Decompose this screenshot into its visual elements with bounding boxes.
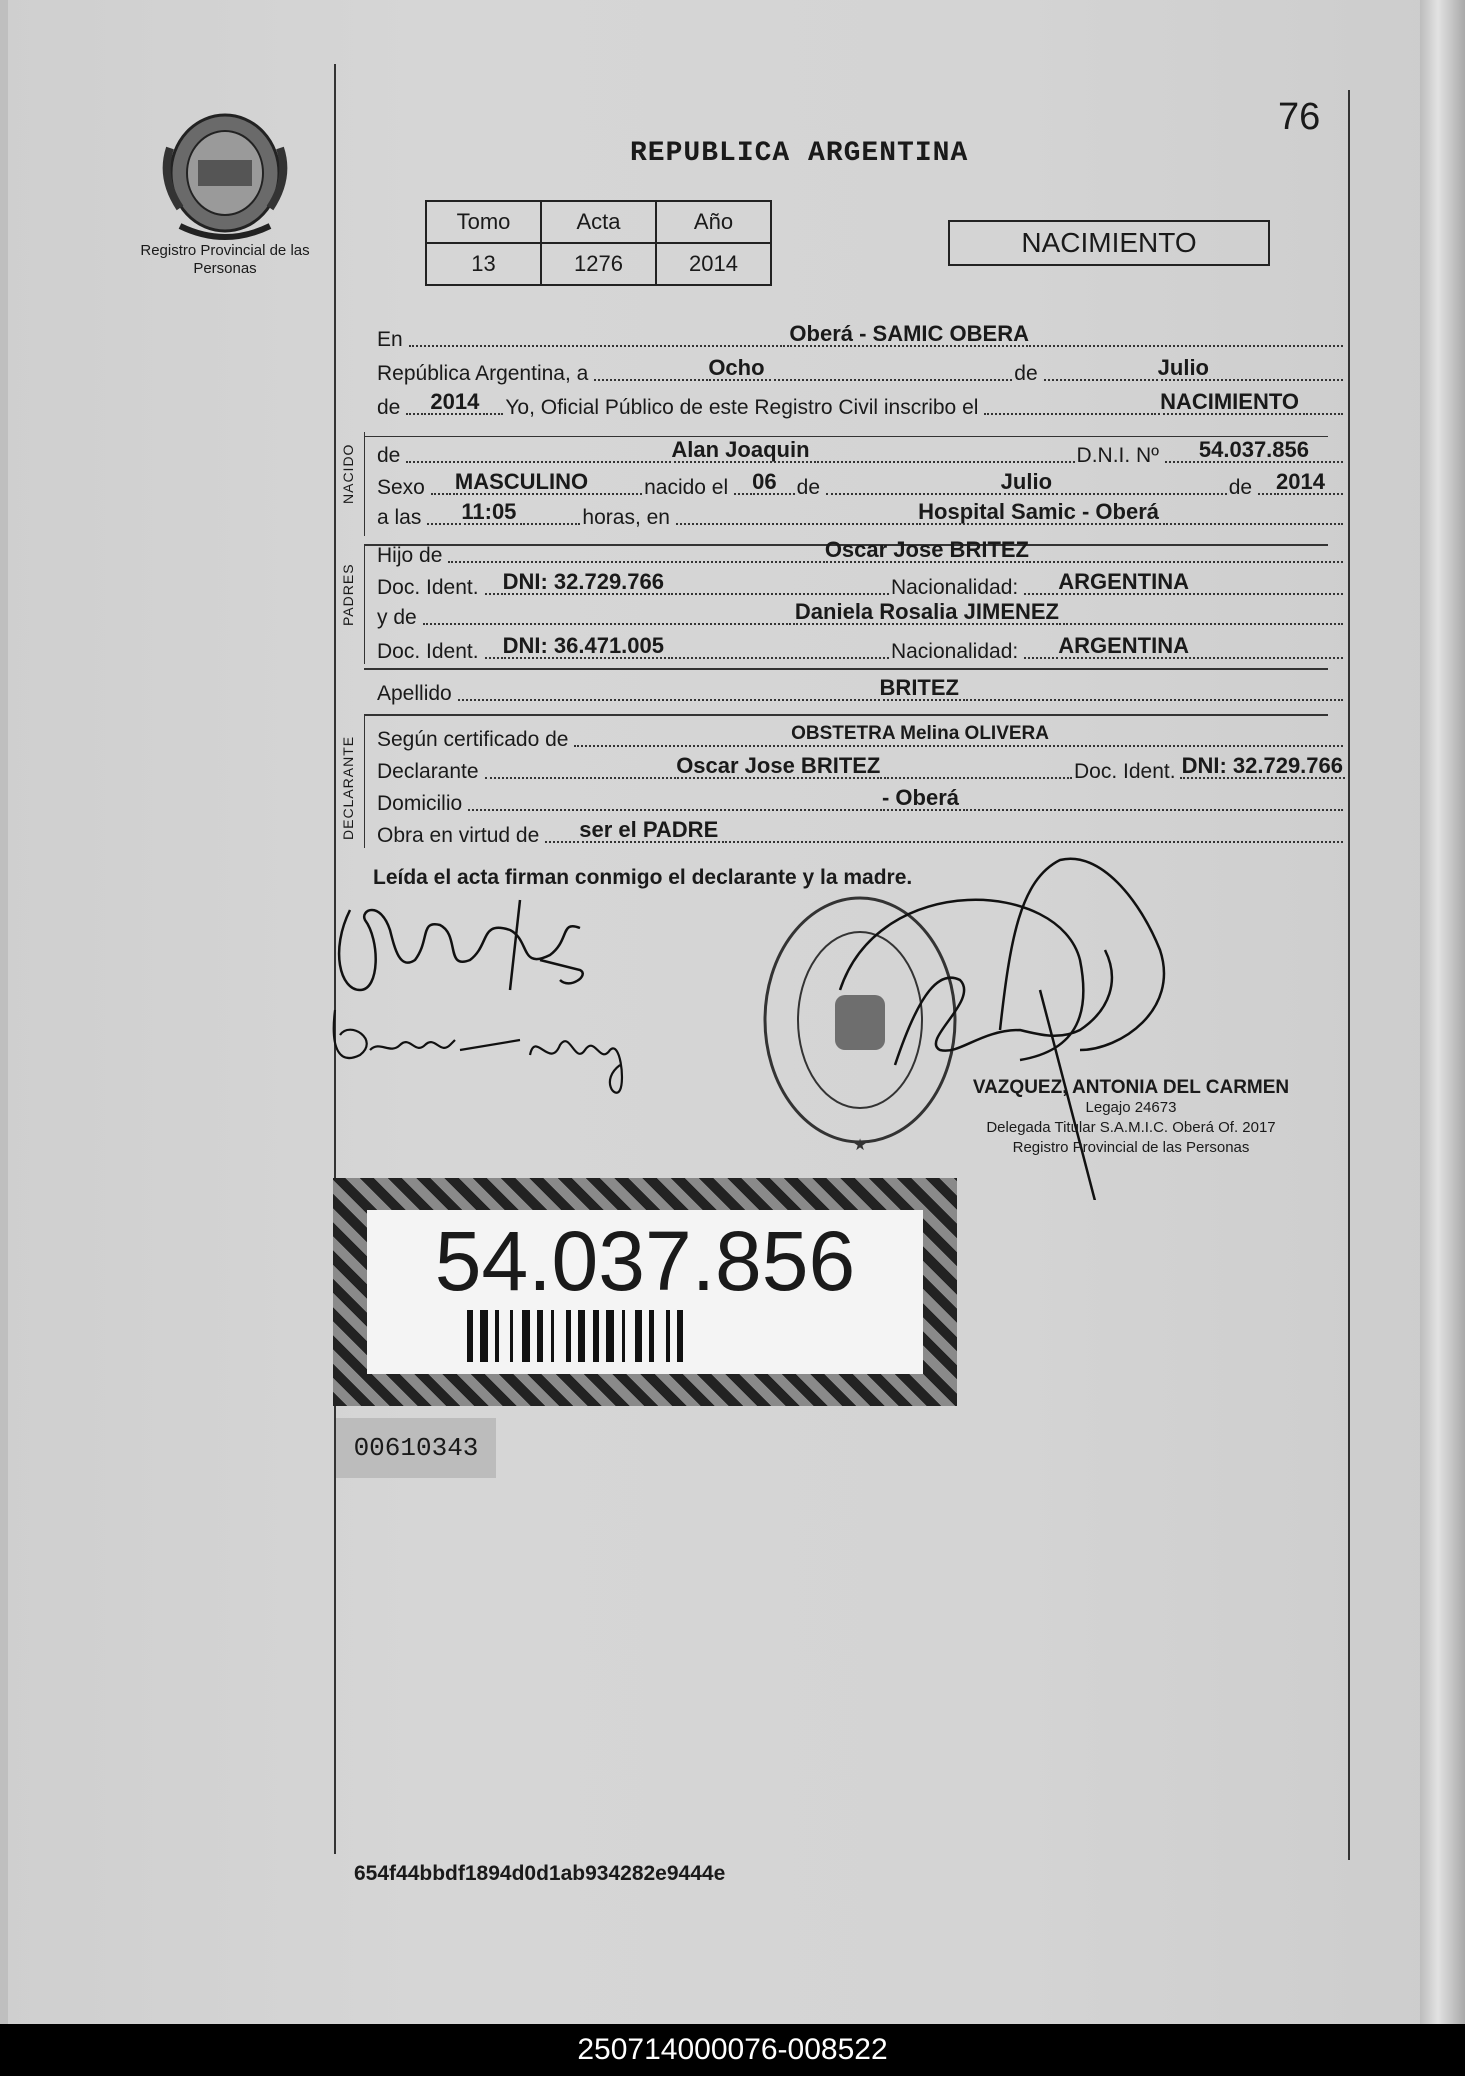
line-en	[377, 322, 1345, 352]
value-certificado: OBSTETRA Melina OLIVERA	[789, 723, 1051, 747]
label-doc-ident: Doc. Ident.	[1074, 760, 1176, 783]
label-hijo-de: Hijo de	[377, 544, 443, 567]
ref-value-tomo: 13	[426, 243, 541, 285]
dots	[963, 809, 1343, 811]
dots	[485, 777, 673, 779]
line-nacido-name	[377, 438, 1345, 468]
line-domicilio	[377, 786, 1345, 816]
dots	[1303, 413, 1343, 415]
line-republica	[377, 356, 1345, 386]
dots	[485, 657, 499, 659]
dots	[448, 561, 820, 563]
dots	[1044, 379, 1154, 381]
seal-caption: Registro Provincial de las Personas	[140, 242, 310, 277]
line-nacido-sexo	[377, 470, 1345, 500]
dots	[668, 593, 889, 595]
value-birth-hour: 11:05	[461, 499, 517, 524]
dots	[781, 493, 795, 495]
officer-org: Registro Provincial de las Personas	[1012, 1139, 1250, 1156]
right-frame-line	[1348, 90, 1350, 1860]
document-title: REPUBLICA ARGENTINA	[630, 138, 969, 169]
mother-signature-icon	[334, 1010, 622, 1093]
label-obra: Obra en virtud de	[377, 824, 540, 847]
value-birth-day: 06	[752, 469, 777, 494]
value-year: 2014	[430, 389, 480, 414]
dots	[1024, 593, 1054, 595]
label-nacido-de: de	[377, 444, 401, 467]
officer-stamp-text	[966, 1078, 1296, 1158]
label-doc-ident: Doc. Ident.	[377, 640, 479, 663]
dots	[1056, 493, 1227, 495]
label-de: de	[1014, 362, 1038, 385]
dots	[431, 493, 451, 495]
dots	[1063, 623, 1343, 625]
line-oficial	[377, 390, 1345, 420]
label-oficial: Yo, Oficial Público de este Registro Civil inscribo el	[505, 396, 979, 419]
dots	[574, 745, 787, 747]
line-apellido	[377, 676, 1345, 706]
dots	[1313, 461, 1343, 463]
label-sexo: Sexo	[377, 476, 425, 499]
father-signature-icon	[339, 900, 583, 990]
label-declarante: Declarante	[377, 760, 479, 783]
value-father-nat: ARGENTINA	[1058, 569, 1189, 594]
dots	[409, 345, 786, 347]
value-month: Julio	[1157, 355, 1209, 380]
dots	[1213, 379, 1343, 381]
padres-section-line	[364, 544, 365, 664]
value-sexo: MASCULINO	[454, 469, 589, 494]
label-de-month: de	[796, 476, 820, 499]
dots	[668, 657, 889, 659]
label-doc-ident: Doc. Ident.	[377, 576, 479, 599]
dots	[826, 493, 997, 495]
dots	[1329, 493, 1343, 495]
dots	[520, 523, 580, 525]
label-alas: a las	[377, 506, 422, 529]
dots	[814, 461, 1075, 463]
dots	[406, 461, 667, 463]
sheet-right-edge	[1420, 0, 1465, 2024]
dots	[594, 379, 704, 381]
ref-header-ano: Año	[656, 201, 771, 243]
value-child-name: Alan Joaquin	[671, 437, 810, 462]
document-type-box: NACIMIENTO	[948, 220, 1270, 266]
label-en: En	[377, 328, 403, 351]
dots	[1193, 657, 1343, 659]
label-apellido: Apellido	[377, 682, 452, 705]
dots	[427, 523, 457, 525]
dots	[1053, 745, 1343, 747]
dots	[423, 623, 791, 625]
dots	[592, 493, 642, 495]
dots	[884, 777, 1072, 779]
dots	[963, 699, 1343, 701]
footer-document-id: 250714000076-008522	[0, 2024, 1465, 2076]
dots	[734, 493, 748, 495]
dots	[1165, 461, 1195, 463]
value-mother: Daniela Rosalia JIMENEZ	[794, 599, 1059, 624]
label-dni: D.N.I. Nº	[1076, 444, 1159, 467]
ref-header-tomo: Tomo	[426, 201, 541, 243]
line-declarante	[377, 754, 1345, 784]
dots	[1258, 493, 1272, 495]
dots	[1024, 657, 1054, 659]
label-de-year2: de	[1228, 476, 1253, 499]
dots	[468, 809, 878, 811]
divider	[364, 436, 1328, 437]
svg-text:★: ★	[852, 1135, 868, 1154]
dots	[1193, 593, 1343, 595]
dots	[458, 699, 876, 701]
dots	[485, 593, 499, 595]
divider	[364, 668, 1328, 670]
provincial-seal-icon	[160, 108, 290, 248]
dots	[1033, 561, 1343, 563]
value-obra: ser el PADRE	[579, 817, 719, 842]
barcode-inner	[367, 1210, 923, 1374]
barcode-number: 54.037.856	[434, 1214, 856, 1308]
declarante-section-line	[364, 716, 365, 848]
line-nacido-hora	[377, 500, 1345, 530]
value-father-doc: DNI: 32.729.766	[502, 569, 664, 594]
value-mother-nat: ARGENTINA	[1058, 633, 1189, 658]
label-y-de: y de	[377, 606, 417, 629]
officer-role: Delegada Titular S.A.M.I.C. Oberá Of. 2017	[986, 1119, 1276, 1136]
line-certificado	[377, 722, 1345, 752]
ref-value-ano: 2014	[656, 243, 771, 285]
value-birth-year: 2014	[1276, 469, 1325, 494]
ref-header-acta: Acta	[541, 201, 656, 243]
value-apellido: BRITEZ	[879, 675, 959, 700]
section-label-declarante: DECLARANTE	[340, 735, 356, 840]
dots	[483, 413, 503, 415]
line-hijo-de	[377, 538, 1345, 568]
value-father: Oscar Jose BRITEZ	[824, 537, 1029, 562]
section-label-padres: PADRES	[340, 563, 356, 626]
value-birth-month: Julio	[1000, 469, 1053, 494]
value-inscribo: NACIMIENTO	[1160, 389, 1299, 414]
dots	[984, 413, 1156, 415]
sheet-left-edge	[0, 0, 8, 2024]
barcode-icon	[467, 1310, 823, 1362]
dots	[406, 413, 426, 415]
value-en: Oberá - SAMIC OBERA	[789, 321, 1029, 346]
label-nacionalidad: Nacionalidad:	[890, 576, 1019, 599]
label-horas-en: horas, en	[582, 506, 670, 529]
dots	[769, 379, 1013, 381]
label-de-year: de	[377, 396, 401, 419]
reference-table	[425, 200, 772, 286]
document-hash: 654f44bbdf1894d0d1ab934282e9444e	[354, 1862, 726, 1885]
label-certificado: Según certificado de	[377, 728, 569, 751]
label-domicilio: Domicilio	[377, 792, 463, 815]
value-declarante-doc: DNI: 32.729.766	[1181, 753, 1343, 778]
label-republica: República Argentina, a	[377, 362, 589, 385]
value-day: Ocho	[708, 355, 765, 380]
nacido-section-line	[364, 432, 365, 536]
divider	[364, 714, 1328, 716]
line-father-doc	[377, 570, 1345, 600]
dots	[676, 523, 914, 525]
ref-value-acta: 1276	[541, 243, 656, 285]
value-child-dni: 54.037.856	[1198, 437, 1309, 462]
reference-code: 00610343	[336, 1418, 496, 1478]
dni-barcode-label	[333, 1178, 957, 1406]
label-nacido-el: nacido el	[644, 476, 729, 499]
value-declarante: Oscar Jose BRITEZ	[676, 753, 881, 778]
page-number: 76	[1278, 96, 1321, 138]
officer-name: VAZQUEZ, ANTONIA DEL CARMEN	[972, 1077, 1290, 1098]
dots	[1033, 345, 1343, 347]
value-domicilio: - Oberá	[881, 785, 959, 810]
line-y-de	[377, 600, 1345, 630]
section-label-nacido: NACIDO	[340, 443, 356, 504]
official-stamp-icon	[765, 898, 955, 1154]
line-mother-doc	[377, 634, 1345, 664]
value-mother-doc: DNI: 36.471.005	[502, 633, 664, 658]
dots	[1163, 523, 1343, 525]
label-nacionalidad: Nacionalidad:	[890, 640, 1019, 663]
closing-statement: Leída el acta firman conmigo el declarante y la madre.	[373, 866, 913, 889]
officer-legajo: Legajo 24673	[1085, 1099, 1177, 1116]
value-birth-place: Hospital Samic - Oberá	[918, 499, 1159, 524]
